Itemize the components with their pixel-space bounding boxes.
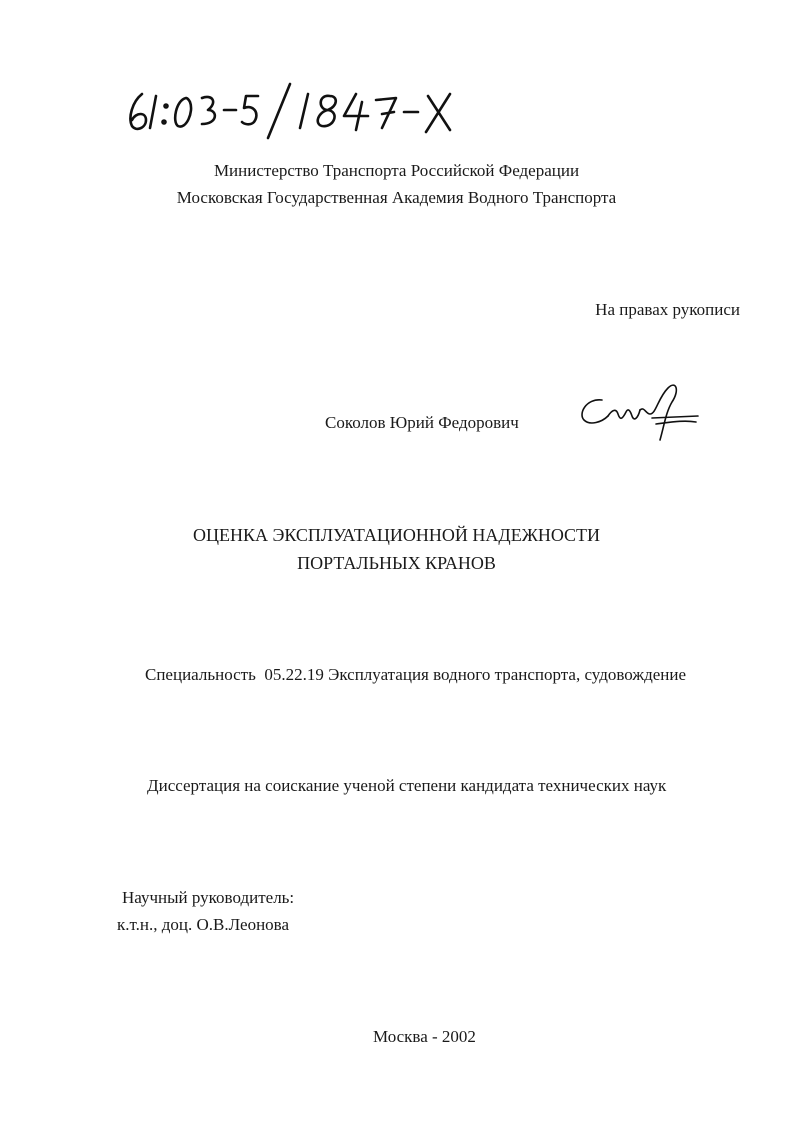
author-name: Соколов Юрий Федорович — [325, 413, 519, 432]
author-signature — [572, 380, 702, 452]
degree-line: Диссертация на соискание ученой степени кандидата технических наук — [147, 776, 667, 795]
supervisor-label: Научный руководитель: — [122, 888, 295, 907]
city-year: Москва - 2002 — [373, 1027, 476, 1046]
dissertation-title-line1: ОЦЕНКА ЭКСПЛУАТАЦИОННОЙ НАДЕЖНОСТИ — [192, 525, 601, 545]
academy-line: Московская Государственная Академия Водного Транспорта — [176, 188, 617, 207]
dissertation-title-line2: ПОРТАЛЬНЫХ КРАНОВ — [297, 553, 496, 573]
specialty-line: Специальность 05.22.19 Эксплуатация водного транспорта, судовождение — [145, 665, 687, 684]
handwritten-archive-code — [120, 72, 480, 152]
supervisor-name: к.т.н., доц. О.В.Леонова — [117, 915, 290, 934]
rights-notice: На правах рукописи — [595, 300, 740, 319]
ministry-line: Министерство Транспорта Российской Федерации — [213, 161, 580, 180]
